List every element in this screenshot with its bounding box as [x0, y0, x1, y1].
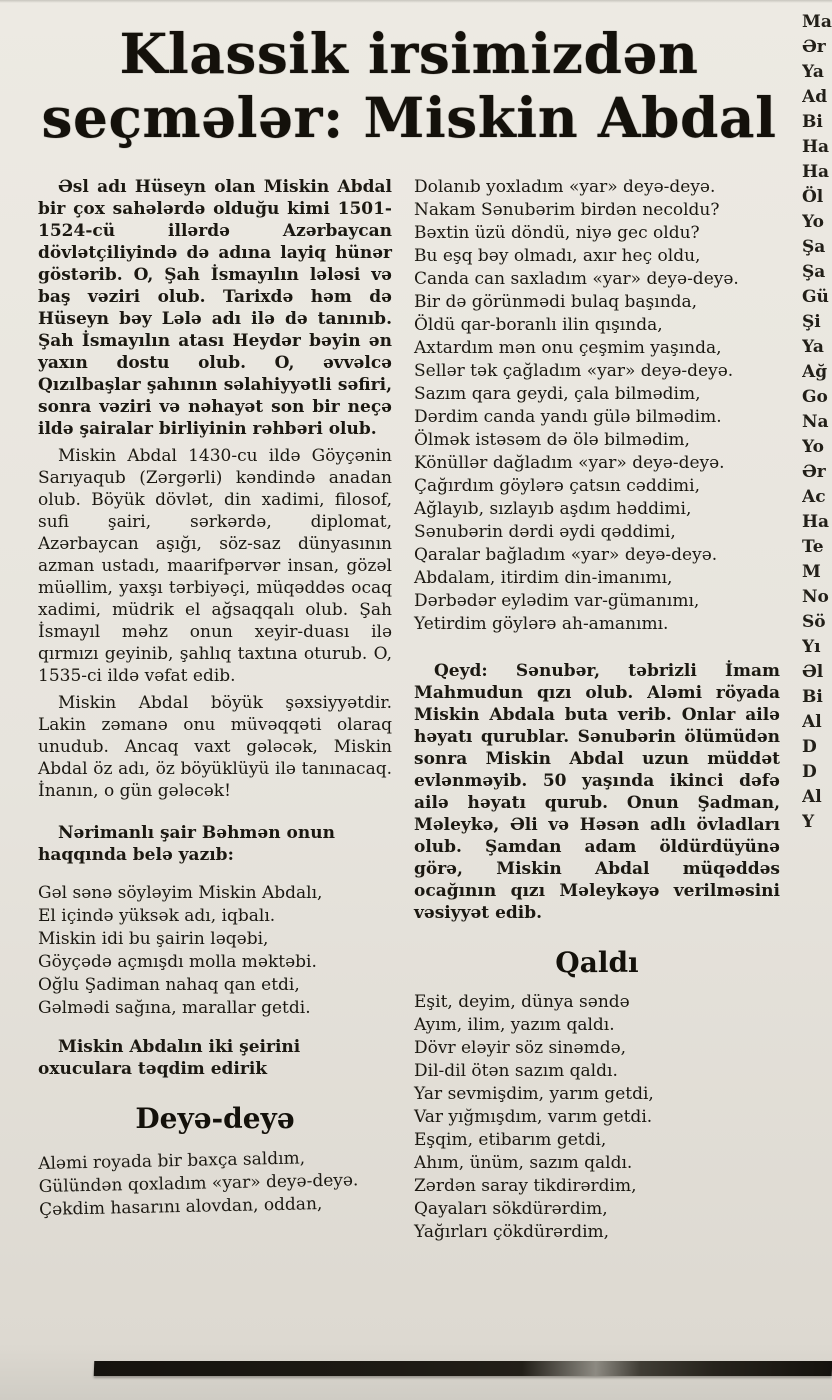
- cropped-text-fragment: Şi: [802, 312, 821, 332]
- poem-line: El içində yüksək adı, iqbalı.: [38, 906, 276, 926]
- cropped-text-fragment: M: [802, 562, 821, 582]
- cropped-text-fragment: Sö: [802, 612, 826, 632]
- cropped-text-fragment: Ac: [802, 487, 826, 507]
- poem-line: Dil-dil ötən sazım qaldı.: [414, 1061, 618, 1081]
- poem-line: Eşqim, etibarım getdi,: [414, 1130, 607, 1150]
- presentation-note: Miskin Abdalın iki şeirini oxuculara təqdim edirik: [38, 1037, 301, 1079]
- poem-qaldi: [414, 991, 780, 1244]
- cropped-text-fragment: Ağ: [802, 362, 828, 382]
- poem-line: Dövr eləyir söz sinəmdə,: [414, 1038, 627, 1058]
- column-middle: [414, 176, 780, 1244]
- poem-line: Ayım, ilim, yazım qaldı.: [414, 1015, 615, 1035]
- cropped-text-fragment: Ər: [802, 37, 826, 57]
- poem-line: Sazım qara geydi, çala bilmədim,: [414, 384, 701, 404]
- poem-line: Axtardım mən onu çeşmim yaşında,: [414, 338, 722, 358]
- poem-bahman: [38, 882, 392, 1020]
- cropped-text-fragment: Əl: [802, 662, 824, 682]
- cropped-text-fragment: Yo: [802, 437, 824, 457]
- cropped-text-fragment: Ha: [802, 162, 830, 182]
- article-main: [38, 22, 780, 1244]
- poem-line: Çağırdım göylərə çatsın cəddimi,: [414, 476, 700, 496]
- poem-line: Göyçədə açmışdı molla məktəbi.: [38, 952, 317, 972]
- paragraph-biography: Miskin Abdal 1430-cu ildə Göyçənin Sarıyaqub (Zərgərli) kəndində anadan olub. Böyük dövlət, din xadimi, filosof, sufi şairi, sərkərdə, diplomat, Azərbaycan aşığı, söz-saz dünyasının azman ustadı, maarifpərvər insan, gözəl müəllim, yaxşı tərbiyəçi, müqəddəs ocaq xadimi, müdrik el ağsaqqalı olub. Şah İsmayıl məhz onun xeyir-duası ilə qırmızı geyinib, şahlıq taxtına oturub. O, 1535-ci ildə vəfat edib.: [38, 446, 392, 686]
- cropped-text-fragment: Şa: [802, 237, 826, 257]
- cropped-text-fragment: No: [802, 587, 829, 607]
- cropped-text-fragment: Na: [802, 412, 829, 432]
- poem-line: Gəlmədi sağına, marallar getdi.: [38, 998, 311, 1018]
- cropped-text-fragment: Al: [802, 712, 822, 732]
- poem-line: Qaralar bağladım «yar» deyə-deyə.: [414, 545, 718, 565]
- scan-artifact-bottom-bar: [94, 1361, 832, 1376]
- cropped-text-fragment: Ha: [802, 512, 830, 532]
- poem-line: Dərdim canda yandı gülə bilmədim.: [414, 407, 722, 427]
- cropped-text-fragment: Yo: [802, 212, 824, 232]
- poem-line: Zərdən saray tikdirərdim,: [414, 1176, 637, 1196]
- poem-line: Bəxtin üzü döndü, niyə gec oldu?: [414, 223, 700, 243]
- cropped-text-fragment: Bi: [802, 687, 823, 707]
- poem-title-deye-deye: Deyə-deyə: [135, 1102, 295, 1135]
- poem-line: Könüllər dağladım «yar» deyə-deyə.: [414, 453, 725, 473]
- poem-line: Sellər tək çağladım «yar» deyə-deyə.: [414, 361, 734, 381]
- lead-paragraph: Əsl adı Hüseyn olan Miskin Abdal bir çox sahələrdə olduğu kimi 1501-1524-cü illərdə Azərbaycan dövlətçiliyində də adına layiq hünər göstərib. O, Şah İsmayılın lələsi və baş vəziri olub. Tarixdə həm də Hüseyn bəy Lələ adı ilə də tanınıb. Şah İsmayılın atası Heydər bəyin ən yaxın dostu olub. O, əvvəlcə Qızılbaşlar şahının səlahiyyətli səfiri, sonra vəziri və nəhayət son bir neçə ildə şairalar birliyinin rəhbəri olub.: [38, 177, 392, 439]
- cropped-text-fragment: Bi: [802, 112, 823, 132]
- poem-line: Nakam Sənubərim birdən necoldu?: [414, 200, 720, 220]
- cropped-text-fragment: Ya: [802, 62, 824, 82]
- cropped-text-fragment: Ma: [802, 12, 832, 32]
- cropped-text-fragment: Gü: [802, 287, 829, 307]
- headline-line-1: Klassik irsimizdən: [119, 21, 699, 86]
- cropped-text-fragment: Ər: [802, 462, 826, 482]
- poem-deye-deye-opening: [38, 1146, 393, 1222]
- poem-line: Dolanıb yoxladım «yar» deyə-deyə.: [414, 177, 716, 197]
- poem-deye-deye-continued: [414, 176, 780, 636]
- editor-note: Qeyd: Sənubər, təbrizli İmam Mahmudun qızı olub. Aləmi röyada Miskin Abdala buta verib. Onlar ailə həyatı qurublar. Sənubərin ölümüdən sonra Miskin Abdal uzun müddət evlənməyib. 50 yaşında ikinci dəfə ailə həyatı qurub. Onun Şadman, Məleykə, Əli və Həsən adlı övladları olub. Şamdan adam öldürdüyünə görə, Miskin Abdal müqəddəs ocağının qızı Məleykəyə verilməsini vəsiyyət edib.: [414, 661, 780, 923]
- cropped-text-fragment: Yı: [802, 637, 821, 657]
- poem-line: Ahım, ünüm, sazım qaldı.: [414, 1153, 633, 1173]
- poem-title-qaldi: Qaldı: [555, 946, 639, 979]
- poem-line: Abdalam, itirdim din-imanımı,: [414, 568, 673, 588]
- cropped-text-fragment: D: [802, 762, 817, 782]
- poem-line: Yar sevmişdim, yarım getdi,: [414, 1084, 654, 1104]
- poem-line: Sənubərin dərdi əydi qəddimi,: [414, 522, 676, 542]
- poem-line: Yetirdim göylərə ah-amanımı.: [414, 614, 669, 634]
- cropped-text-fragment: Al: [802, 787, 822, 807]
- poem-line: Oğlu Şadiman nahaq qan etdi,: [38, 975, 300, 995]
- poem-line: Çəkdim hasarını alovdan, oddan,: [38, 1194, 323, 1220]
- cropped-text-fragment: Ad: [802, 87, 828, 107]
- poem-line: Yağırları çökdürərdim,: [414, 1222, 610, 1242]
- poem-line: Var yığmışdım, varım getdi.: [414, 1107, 653, 1127]
- poem-line: Gülündən qoxladım «yar» deyə-deyə.: [38, 1170, 359, 1197]
- cropped-text-fragment: Y: [802, 812, 815, 832]
- cropped-text-fragment: Te: [802, 537, 824, 557]
- poem-line: Gəl sənə söyləyim Miskin Abdalı,: [38, 883, 323, 903]
- poem-line: Ağlayıb, sızlayıb aşdım həddimi,: [414, 499, 692, 519]
- poem-line: Miskin idi bu şairin ləqəbi,: [38, 929, 269, 949]
- attribution-note: Nərimanlı şair Bəhmən onun haqqında belə yazıb:: [38, 823, 335, 865]
- poem-line: Aləmi royada bir baxça saldım,: [38, 1148, 306, 1174]
- article-headline: [38, 22, 780, 150]
- poem-line: Öldü qar-boranlı ilin qışında,: [414, 315, 663, 335]
- article-columns: [38, 176, 780, 1244]
- poem-line: Ölmək istəsəm də ölə bilmədim,: [414, 430, 690, 450]
- cropped-text-fragment: Ya: [802, 337, 824, 357]
- cropped-text-fragment: Öl: [802, 187, 824, 207]
- cropped-text-fragment: Şa: [802, 262, 826, 282]
- cropped-text-fragment: D: [802, 737, 817, 757]
- poem-line: Qayaları sökdürərdim,: [414, 1199, 608, 1219]
- poem-line: Eşit, deyim, dünya səndə: [414, 992, 630, 1012]
- poem-line: Dərbədər eylədim var-gümanımı,: [414, 591, 700, 611]
- cropped-text-fragment: Ha: [802, 137, 830, 157]
- column-right-cropped: [802, 10, 832, 850]
- poem-line: Canda can saxladım «yar» deyə-deyə.: [414, 269, 739, 289]
- poem-line: Bu eşq bəy olmadı, axır heç oldu,: [414, 246, 701, 266]
- paragraph-legacy: Miskin Abdal böyük şəxsiyyətdir. Lakin zəmanə onu müvəqqəti olaraq unudub. Ancaq vaxt gələcək, Miskin Abdal öz adı, öz böyüklüyü ilə tanınacaq. İnanın, o gün gələcək!: [38, 693, 392, 801]
- column-left: [38, 176, 392, 1244]
- headline-line-2: seçmələr: Miskin Abdal: [41, 85, 777, 150]
- poem-line: Bir də görünmədi bulaq başında,: [414, 292, 698, 312]
- cropped-text-fragment: Go: [802, 387, 828, 407]
